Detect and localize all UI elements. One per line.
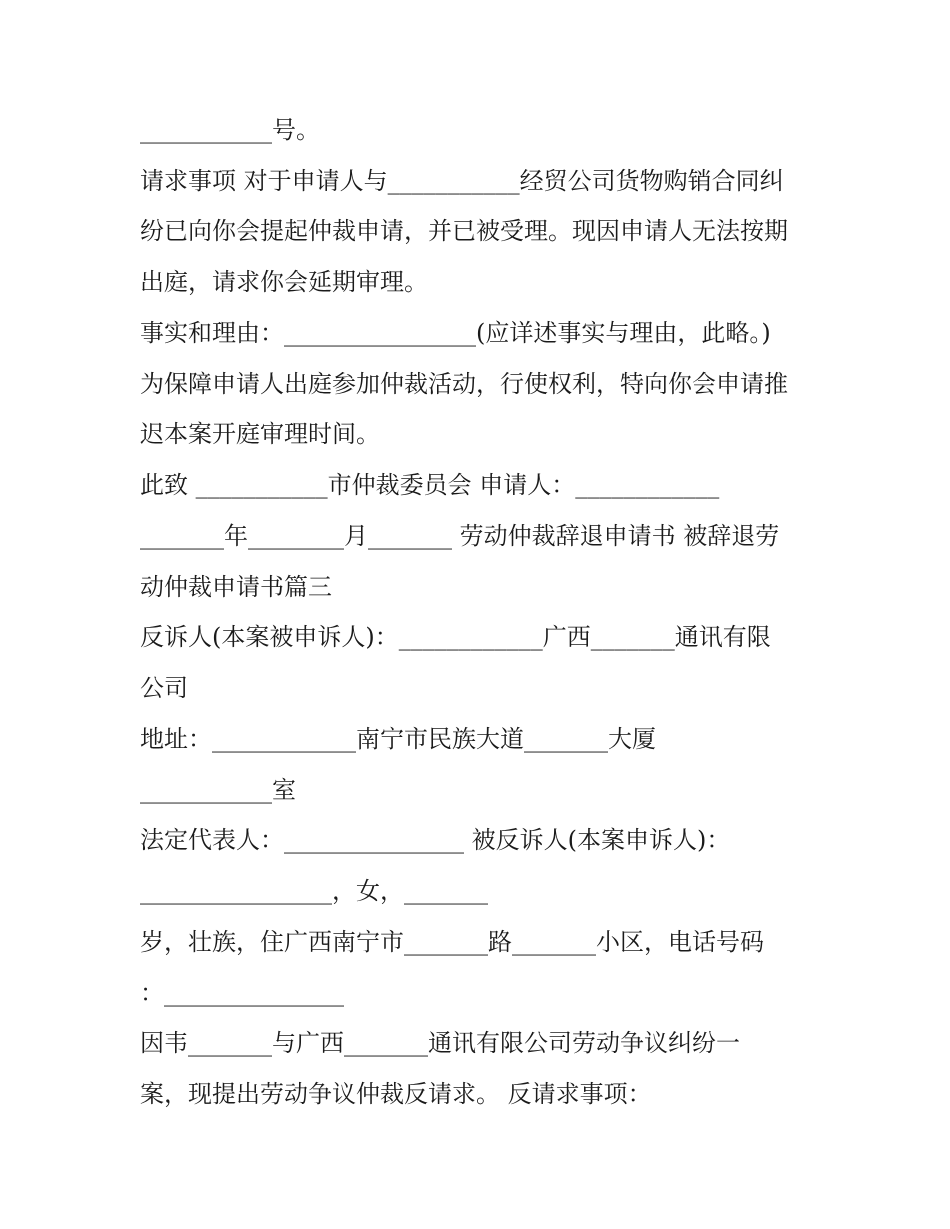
- text-line: 事实和理由：________________(应详述事实与理由，此略。): [140, 319, 771, 347]
- text-line: ：_______________: [140, 979, 344, 1007]
- text-line: ___________号。: [140, 116, 320, 144]
- text-line: 此致 ___________市仲裁委员会 申请人：____________: [140, 471, 720, 499]
- text-line: 因韦_______与广西_______通讯有限公司劳动争议纠纷一: [140, 1029, 740, 1057]
- text-line: 公司: [140, 674, 188, 702]
- text-line: 岁，壮族，住广西南宁市_______路_______小区，电话号码: [140, 928, 764, 956]
- text-line: ___________室: [140, 776, 296, 804]
- text-line: 案，现提出劳动争议仲裁反请求。 反请求事项：: [140, 1080, 652, 1108]
- text-line: ________________，女，_______: [140, 877, 488, 905]
- text-line: 迟本案开庭审理时间。: [140, 420, 380, 448]
- text-line: 纷已向你会提起仲裁申请，并已被受理。现因申请人无法按期: [140, 217, 788, 245]
- text-line: 请求事项 对于申请人与___________经贸公司货物购销合同纠: [140, 167, 784, 195]
- text-line: 出庭，请求你会延期审理。: [140, 268, 428, 296]
- text-line: 为保障申请人出庭参加仲裁活动，行使权利，特向你会申请推: [140, 370, 788, 398]
- text-line: 动仲裁申请书篇三: [140, 573, 332, 601]
- text-line: 反诉人(本案被申诉人)：____________广西_______通讯有限: [140, 623, 771, 651]
- text-line: 地址：____________南宁市民族大道_______大厦: [140, 725, 656, 753]
- text-line: 法定代表人：_______________ 被反诉人(本案申诉人)：: [140, 826, 731, 854]
- text-line: _______年________月_______ 劳动仲裁辞退申请书 被辞退劳: [140, 522, 780, 550]
